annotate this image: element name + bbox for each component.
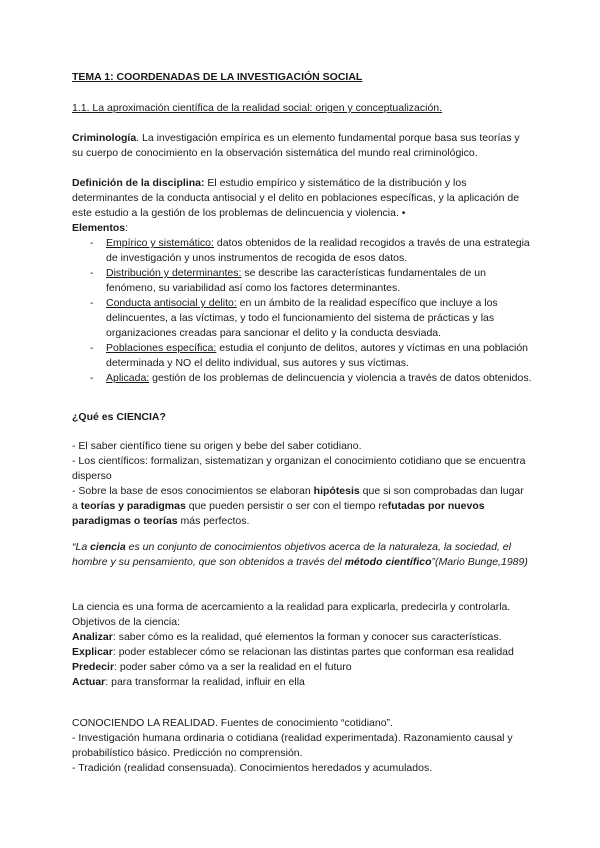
- list-item: - Distribución y determinantes: se describe las características fundamentales de un fenómeno, su variabilidad así como los factores determinantes.: [72, 266, 532, 296]
- conociendo-section: [72, 716, 532, 776]
- list-item: Analizar: saber cómo es la realidad, qué elementos la forman y conocer sus características.: [72, 631, 502, 643]
- ciencia-point-2: - Los científicos: formalizan, sistematizan y organizan el conocimiento cotidiano que se encuentra disperso: [72, 455, 526, 482]
- list-item: Explicar: poder establecer cómo se relacionan las distintas partes que conforman esa realidad: [72, 646, 514, 658]
- criminologia-text: . La investigación empírica es un elemento fundamental porque basa sus teorías y su cuerpo de conocimiento en la observación sistemática del mundo real criminológico.: [72, 132, 520, 159]
- definicion-paragraph: [72, 176, 532, 221]
- ciencia-point-1: - El saber científico tiene su origen y bebe del saber cotidiano.: [72, 440, 362, 452]
- definicion-text: El estudio empírico y sistemático de la distribución y los determinantes de la conducta antisocial y el delito en poblaciones específicas, y la aplicación de este estudio a la gestión de los problemas de delincuencia y violencia. •: [72, 177, 520, 219]
- criminologia-paragraph: [72, 131, 532, 161]
- conociendo-point-1: - Investigación humana ordinaria o cotidiana (realidad experimentada). Razonamiento causal y probabilístico básico. Predicción no comprensión.: [72, 732, 513, 759]
- ciencia-point-3: - Sobre la base de esos conocimientos se elaboran hipótesis que si son comprobadas dan lugar a teorías y paradigmas que pueden persistir o ser con el tiempo refutadas por nuevos paradigmas o teorías más perfectos.: [72, 485, 524, 527]
- list-item: - Poblaciones específica: estudia el conjunto de delitos, autores y víctimas en una población determinada y NO el delito individual, sus autores y sus víctimas.: [72, 341, 532, 371]
- list-item: - Aplicada: gestión de los problemas de delincuencia y violencia a través de datos obtenidos.: [72, 371, 532, 386]
- elementos-heading: Elementos:: [72, 222, 129, 234]
- bunge-quote: “La ciencia es un conjunto de conocimientos objetivos acerca de la naturaleza, la sociedad, el hombre y su pensamiento, que son obtenidos a través del método científico”(Mario Bunge,1989): [72, 541, 528, 568]
- ciencia-definition: La ciencia es una forma de acercamiento a la realidad para explicarla, predecirla y controlarla. Objetivos de la ciencia:: [72, 601, 511, 628]
- page-title: TEMA 1: COORDENADAS DE LA INVESTIGACIÓN SOCIAL: [72, 71, 363, 83]
- list-item: - Conducta antisocial y delito: en un ámbito de la realidad específico que incluye a los delincuentes, a las víctimas, y todo el funcionamiento del sistema de prácticas y las organizaciones creadas para sancionar el delito y la conducta desviada.: [72, 296, 532, 341]
- list-item: Predecir: poder saber cómo va a ser la realidad en el futuro: [72, 661, 352, 673]
- list-item: - Empírico y sistemático: datos obtenidos de la realidad recogidos a través de una estrategia de investigación y unos instrumentos de recogida de esos datos.: [72, 236, 532, 266]
- criminologia-label: Criminología: [72, 132, 137, 144]
- ciencia-points: [72, 439, 532, 529]
- elementos-list: [72, 236, 532, 386]
- ciencia-heading: ¿Qué es CIENCIA?: [72, 411, 166, 423]
- conociendo-heading: CONOCIENDO LA REALIDAD. Fuentes de conocimiento “cotidiano”.: [72, 717, 393, 729]
- definicion-label: Definición de la disciplina:: [72, 177, 205, 189]
- list-item: Actuar: para transformar la realidad, influir en ella: [72, 676, 305, 688]
- objetivos-list: [72, 630, 532, 690]
- conociendo-point-2: - Tradición (realidad consensuada). Conocimientos heredados y acumulados.: [72, 762, 433, 774]
- section-subtitle: 1.1. La aproximación científica de la realidad social: origen y conceptualización.: [72, 102, 443, 114]
